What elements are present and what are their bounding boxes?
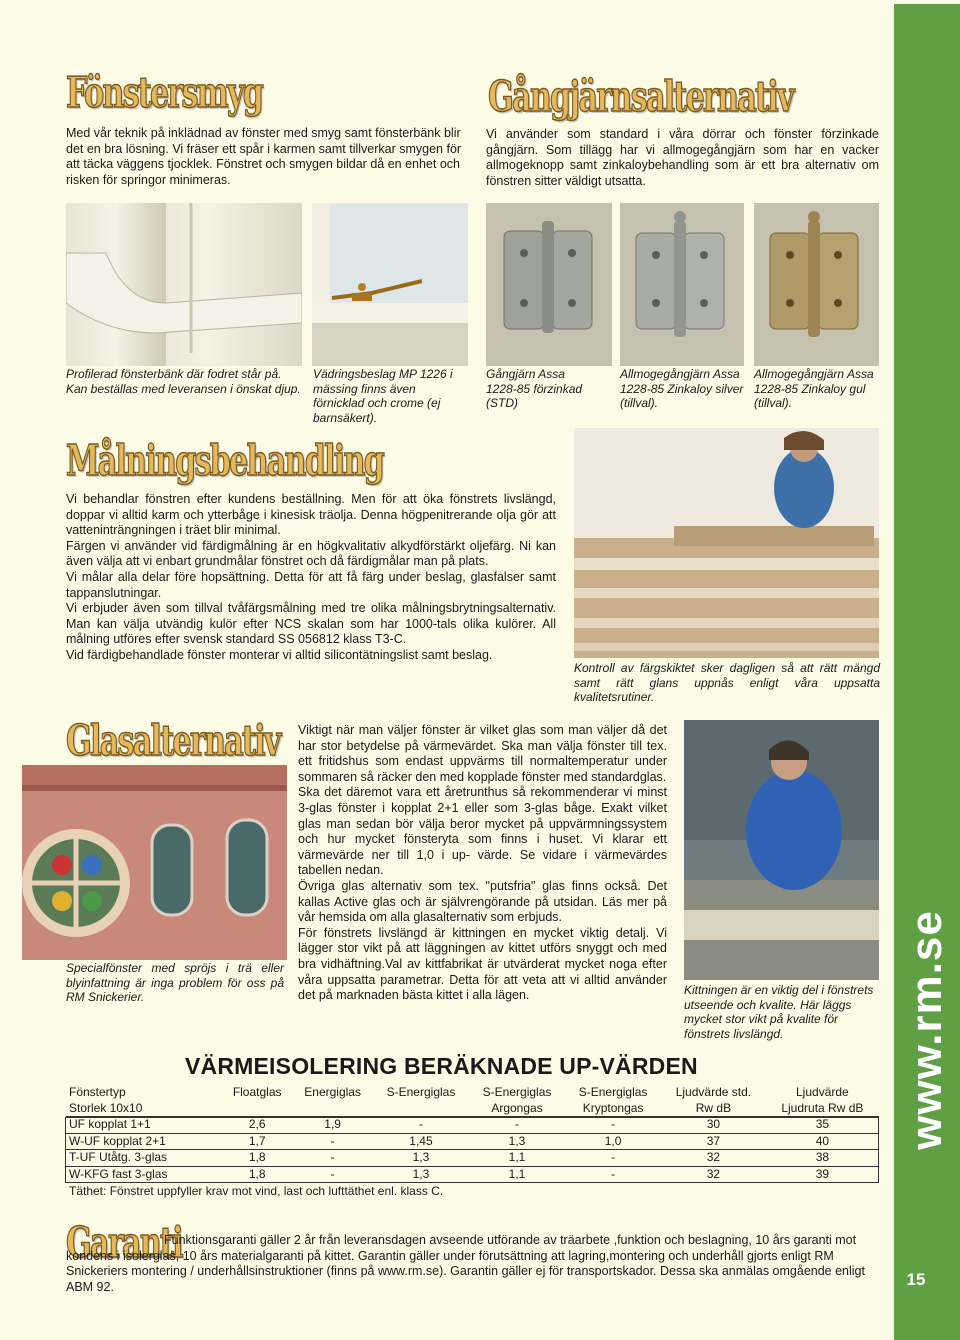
- table-cell: -: [292, 1166, 373, 1183]
- table-cell: 1,3: [469, 1133, 565, 1150]
- header-cell: Energiglas: [304, 1085, 361, 1099]
- table-cell: 1,1: [469, 1166, 565, 1183]
- header-cell: S-Energiglas: [482, 1085, 552, 1099]
- table-cell: 39: [766, 1166, 879, 1183]
- glas-paragraph: För fönstrets livslängd är kittningen en mycket viktig detalj. Vi lägger stor vikt på att läggningen av kittet utförs snyggt och med bra vidhäftning.Val av kittfabrikat är utvärderat mycket noga efter våra uppsatta parametrar. Detta för att veta att vi alltid använder det på marknaden bästa kittet i alla lägen.: [298, 925, 667, 1003]
- putty-photo: [684, 720, 879, 980]
- hinge-gold-photo: [754, 203, 879, 366]
- malning-paragraph: Färgen vi använder vid färdigmålning är en högkvalitativ alkydförstärkt oljefärg. Ni kan även välja att vi enbart grundmålar fönstret och då färdigmålar man på plats.: [66, 538, 556, 569]
- table-row: [66, 1133, 879, 1150]
- header-cell: S-Energiglas: [578, 1085, 648, 1099]
- header-cell: S-Energiglas: [386, 1085, 456, 1099]
- table-cell: -: [565, 1166, 661, 1183]
- table-cell: 1,0: [565, 1133, 661, 1150]
- heading-varme: VÄRMEISOLERING BERÄKNADE UP-VÄRDEN: [185, 1053, 698, 1079]
- table-cell: 32: [661, 1150, 766, 1167]
- table-cell: -: [469, 1117, 565, 1134]
- table-cell: -: [565, 1150, 661, 1167]
- table-cell: 1,8: [222, 1166, 292, 1183]
- header-cell: [222, 1101, 292, 1117]
- table-cell: 38: [766, 1150, 879, 1167]
- fonstersmyg-text: Med vår teknik på inklädnad av fönster med smyg samt fönsterbänk blir det en bra lösning. Vi fräser ett spår i karmen samt tillverkar smygen för att täcka väggens tjocklek. Fönstret och smygen bildar då en enhet och risken för springor minimeras.: [66, 126, 462, 187]
- glas-text: [298, 723, 667, 1004]
- caption-paint: Kontroll av färgskiktet sker dagligen så att rätt mängd samt rätt glans uppnås enligt våra uppsatta kvalitetsrutiner.: [574, 661, 880, 705]
- table-cell: 30: [661, 1117, 766, 1134]
- special-window-photo: [22, 765, 287, 960]
- page-number: 15: [906, 1270, 926, 1289]
- heading-malning: Målningsbehandling: [66, 436, 383, 485]
- table-row: [66, 1166, 879, 1183]
- table-cell: -: [373, 1117, 469, 1134]
- table-cell: 1,3: [373, 1166, 469, 1183]
- malning-text: [66, 492, 556, 664]
- caption-hinge-gold: Allmogegångjärn Assa 1228-85 Zinkaloy gul (tillval).: [754, 367, 874, 411]
- table-cell: 1,1: [469, 1150, 565, 1167]
- painting-photo: [574, 428, 879, 658]
- table-cell: 1,8: [222, 1150, 292, 1167]
- heading-glas: Glasalternativ: [66, 716, 280, 765]
- sill-photo: [66, 203, 302, 366]
- hinge-silver-photo: [620, 203, 744, 366]
- header-cell: Ljudvärde std.: [675, 1085, 752, 1099]
- malning-paragraph: Vi målar alla delar före hopsättning. Detta för att få färg under beslag, glasfalser samt tappanslutningar.: [66, 569, 556, 600]
- table-cell: W-UF kopplat 2+1: [66, 1133, 222, 1150]
- table-cell: 1,7: [222, 1133, 292, 1150]
- website-url[interactable]: www.rm.se: [902, 910, 951, 1150]
- caption-sill: Profilerad fönsterbänk där fodret står på. Kan beställas med leveransen i önskat djup.: [66, 367, 301, 396]
- glas-paragraph: Ska det däremot vara ett åretrunthus så rekommenderar vi minst 3-glas fönster i kopplat 2+1 eller som 3-glas bågе. Exakt vilket glas man sedan bör välja beror mycket på uppvärmningssystem och hur mycket fönsteryta som finns i huset. Vi klarar ett värmevärde ner till 1,0 i up- värde. Se vidare i värmevärdes tabellen nedan.: [298, 785, 667, 878]
- header-cell: Ljudruta Rw dB: [781, 1100, 864, 1115]
- u-value-table: [66, 1085, 879, 1183]
- caption-latch: Vädringsbeslag MP 1226 i mässing finns även förnicklad och crome (ej barnsäkert).: [313, 367, 453, 425]
- header-cell: Storlek 10x10: [69, 1100, 143, 1115]
- header-cell: Argongas: [491, 1100, 543, 1115]
- table-row: [66, 1117, 879, 1134]
- garanti-text: Funktionsgaranti gäller 2 år från leveransdagen avseende utförandе av träarbete ,funktion och beslagning, 10 års garanti mot kondens i isolerglas, 10 års materialgaranti på kittet. Garantin gäller under förutsättning att lagring,montering och underhåll gjorts enligt RM Snickeriers montering / underhållsinstruktioner (finns på www.rm.se). Garantin gäller ej för transportskador. Dessa ska anmälas omgående enligt ABM 92.: [66, 1233, 865, 1294]
- table-cell: 32: [661, 1166, 766, 1183]
- table-cell: 40: [766, 1133, 879, 1150]
- hinge-zinc-photo: [486, 203, 612, 366]
- table-cell: UF kopplat 1+1: [66, 1117, 222, 1134]
- heading-gangjarn: Gångjärnsalternativ: [488, 72, 793, 121]
- gangjarn-text: Vi använder som standard i våra dörrar och fönster förzinkade gångjärn. Som tillägg har vi allmogegångjärn som har en vacker allmogeknopp samt zinkaloybehandling som är ett bra alternativ om fönstren sitter väldigt utsatta.: [486, 127, 879, 188]
- malning-paragraph: Vi behandlar fönstren efter kundens beställning. Men för att öka fönstrets livslängd, doppar vi alltid karm och ytterbåge i kinesisk träolja. Denna högpenitrerande olja gör att vatteninträngningen i träet blir minimal.: [66, 492, 556, 538]
- latch-photo: [312, 203, 468, 366]
- header-cell: Rw dB: [695, 1100, 732, 1115]
- table-cell: W-KFG fast 3-glas: [66, 1166, 222, 1183]
- header-cell: [373, 1101, 469, 1117]
- header-cell: Fönstertyp: [69, 1085, 126, 1099]
- table-header-row: [66, 1101, 879, 1117]
- table-header-row: [66, 1085, 879, 1101]
- table-cell: -: [292, 1133, 373, 1150]
- table-row: [66, 1150, 879, 1167]
- table-cell: 1,9: [292, 1117, 373, 1134]
- header-cell: Ljudvärde: [796, 1085, 849, 1099]
- table-cell: 37: [661, 1133, 766, 1150]
- caption-hinge-zinc: Gångjärn Assa 1228-85 förzinkad (STD): [486, 367, 583, 411]
- caption-hinge-silver: Allmogegångjärn Assa 1228-85 Zinkaloy silver (tillval).: [620, 367, 744, 411]
- table-cell: 2,6: [222, 1117, 292, 1134]
- caption-special: Specialfönster med spröjs i trä eller blyinfattning är inga problem för oss på RM Snickerier.: [66, 961, 284, 1005]
- caption-putty: Kittningen är en viktig del i fönstrets utseende och kvalite. Här läggs mycket stor vikt på kvalite för fönstrets livslängd.: [684, 983, 874, 1041]
- table-cell: 1,3: [373, 1150, 469, 1167]
- heading-fonstersmyg: Fönstersmyg: [66, 68, 263, 117]
- header-cell: [292, 1101, 373, 1117]
- table-cell: T-UF Utåtg. 3-glas: [66, 1150, 222, 1167]
- glas-paragraph: Viktigt när man väljer fönster är vilket glas som man väljer då det har stor betydelse på värmevärdet. Ska man välja fönster till tex. ett fritidshus som endast uppvärms till normaltemperatur under sommaren så räcker den med kopplade fönster med standardglas.: [298, 723, 667, 784]
- malning-paragraph: Vid färdigbehandlade fönster monterar vi alltid silicontätningslist samt beslag.: [66, 647, 493, 662]
- malning-paragraph: Vi erbjuder även som tillval tvåfärgsmålning med tre olika målningsbrytningsalternativ. Man kan välja utvändig kulör efter NCS skalan som har 1000-tals olika kulörer. All målning utföres efter svensk standard SS 056812 klass T3-C.: [66, 601, 556, 647]
- table-cell: -: [565, 1117, 661, 1134]
- table-cell: 1,45: [373, 1133, 469, 1150]
- table-cell: -: [292, 1150, 373, 1167]
- glas-paragraph: Övriga glas alternativ som tex. "putsfria" glas finns också. Det kallas Active glas och är självrengörande på utsidan. Läs mer på vår hemsida om alla glasalternativ som erbjuds.: [298, 878, 667, 925]
- table-note: Täthet: Fönstret uppfyller krav mot vind, last och lufttäthet enl. klass C.: [69, 1184, 444, 1198]
- heading-garanti: Garanti: [66, 1218, 182, 1267]
- header-cell: Floatglas: [232, 1085, 282, 1099]
- header-cell: Kryptongas: [582, 1100, 644, 1115]
- table-cell: 35: [766, 1117, 879, 1134]
